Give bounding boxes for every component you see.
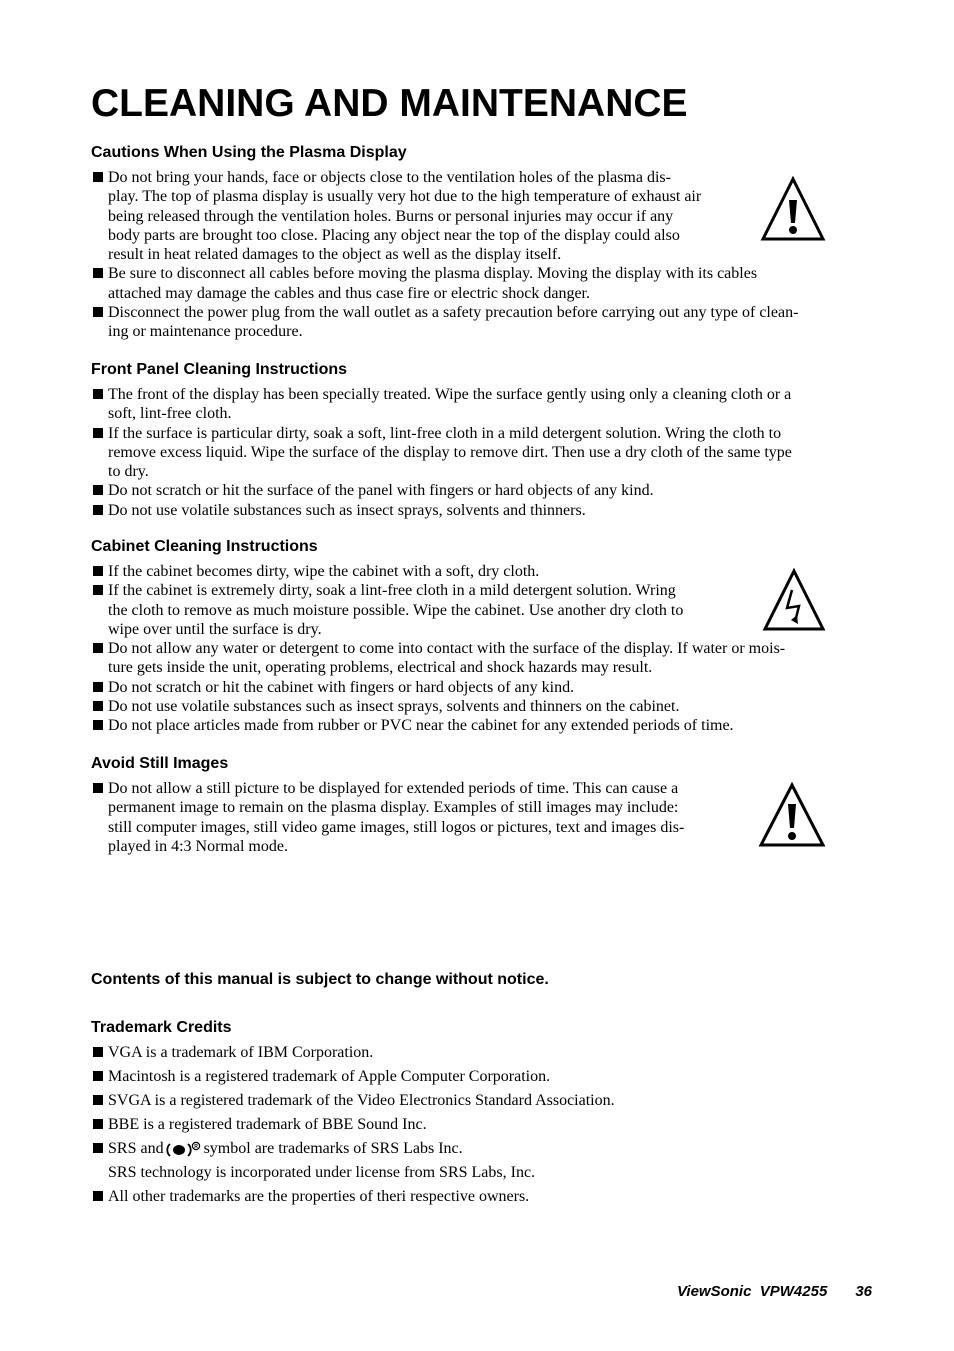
page-number: 36 [855,1283,872,1300]
srs-license-line: SRS technology is incorporated under license from SRS Labs, Inc. [108,1164,536,1182]
list-item-continuation: to dry. [108,463,149,481]
list-item: All other trademarks are the properties of theri respective owners. [91,1187,871,1206]
list-item: Do not allow any water or detergent to come into contact with the surface of the display. If water or mois- [91,639,871,658]
change-notice: Contents of this manual is subject to change without notice. [91,971,549,988]
list-item: Do not allow a still picture to be displayed for extended periods of time. This can cause a [91,779,751,798]
list-item: Do not use volatile substances such as insect sprays, solvents and thinners. [91,501,871,520]
exclamation-warning-icon [758,782,826,848]
list-item-continuation: being released through the ventilation holes. Burns or personal injuries may occur if any [108,207,674,225]
list-item-continuation: result in heat related damages to the object as well as the display itself. [108,246,562,264]
list-item-continuation: wipe over until the surface is dry. [108,620,322,638]
cabinet-list [91,562,871,736]
section-heading-cabinet: Cabinet Cleaning Instructions [91,538,318,555]
list-item-continuation: body parts are brought too close. Placing any object near the top of the display could also [108,226,680,244]
list-item-continuation: attached may damage the cables and thus case fire or electric shock danger. [108,284,590,302]
list-item: If the cabinet becomes dirty, wipe the cabinet with a soft, dry cloth. [91,562,871,581]
list-item-continuation: ture gets inside the unit, operating problems, electrical and shock hazards may result. [108,659,653,677]
page-title: CLEANING AND MAINTENANCE [91,82,688,125]
footer-brand: ViewSonic VPW4255 [676,1283,828,1300]
section-heading-still-images: Avoid Still Images [91,755,229,772]
list-item-continuation: remove excess liquid. Wipe the surface of the display to remove dirt. Then use a dry cloth of the same type [108,443,792,461]
list-item-continuation: ing or maintenance procedure. [108,323,303,341]
list-item: If the surface is particular dirty, soak a soft, lint-free cloth in a mild detergent solution. Wring the cloth to [91,424,871,443]
list-item-continuation: played in 4:3 Normal mode. [108,837,288,855]
still-images-list [91,779,751,856]
section-heading-trademarks: Trademark Credits [91,1019,232,1036]
list-item: Macintosh is a registered trademark of Apple Computer Corporation. [91,1067,871,1086]
srs-logo-icon [166,1141,202,1157]
list-item: SVGA is a registered trademark of the Video Electronics Standard Association. [91,1091,871,1110]
list-item: BBE is a registered trademark of BBE Sound Inc. [91,1115,871,1134]
list-item-continuation: still computer images, still video game images, still logos or pictures, text and images dis- [108,818,685,836]
list-item-srs: SRS and R symbol are trademarks of SRS Labs Inc. SRS technology is incorporated under license from SRS Labs, Inc. [91,1139,871,1183]
list-item: VGA is a trademark of IBM Corporation. [91,1043,871,1062]
exclamation-warning-icon [760,176,826,242]
list-item: If the cabinet is extremely dirty, soak a lint-free cloth in a mild detergent solution. Wring [91,581,871,600]
list-item: Be sure to disconnect all cables before moving the plasma display. Moving the display with its cables [91,264,871,283]
list-item: The front of the display has been specially treated. Wipe the surface gently using only a cleaning cloth or a [91,385,871,404]
list-item: Do not bring your hands, face or objects close to the ventilation holes of the plasma dis- [91,168,871,187]
trademarks-list [91,1043,871,1211]
section-heading-front-panel: Front Panel Cleaning Instructions [91,361,348,378]
list-item: Do not place articles made from rubber or PVC near the cabinet for any extended periods of time. [91,716,871,735]
svg-text:R: R [193,1144,198,1151]
list-item-continuation: soft, lint-free cloth. [108,405,232,423]
list-item-continuation: the cloth to remove as much moisture possible. Wipe the cabinet. Use another dry cloth to [108,601,684,619]
list-item-continuation: permanent image to remain on the plasma display. Examples of still images may include: [108,799,679,817]
list-item: Do not scratch or hit the surface of the panel with fingers or hard objects of any kind. [91,481,871,500]
front-panel-list [91,385,871,520]
list-item: Do not scratch or hit the cabinet with fingers or hard objects of any kind. [91,678,871,697]
list-item: Do not use volatile substances such as insect sprays, solvents and thinners on the cabinet. [91,697,871,716]
section-heading-cautions: Cautions When Using the Plasma Display [91,144,407,161]
cautions-list [91,168,871,342]
list-item-continuation: play. The top of plasma display is usually very hot due to the high temperature of exhaust air [108,188,702,206]
electric-shock-warning-icon [762,568,826,632]
list-item: Disconnect the power plug from the wall outlet as a safety precaution before carrying out any type of clean- [91,303,871,322]
page-footer [677,1283,872,1301]
